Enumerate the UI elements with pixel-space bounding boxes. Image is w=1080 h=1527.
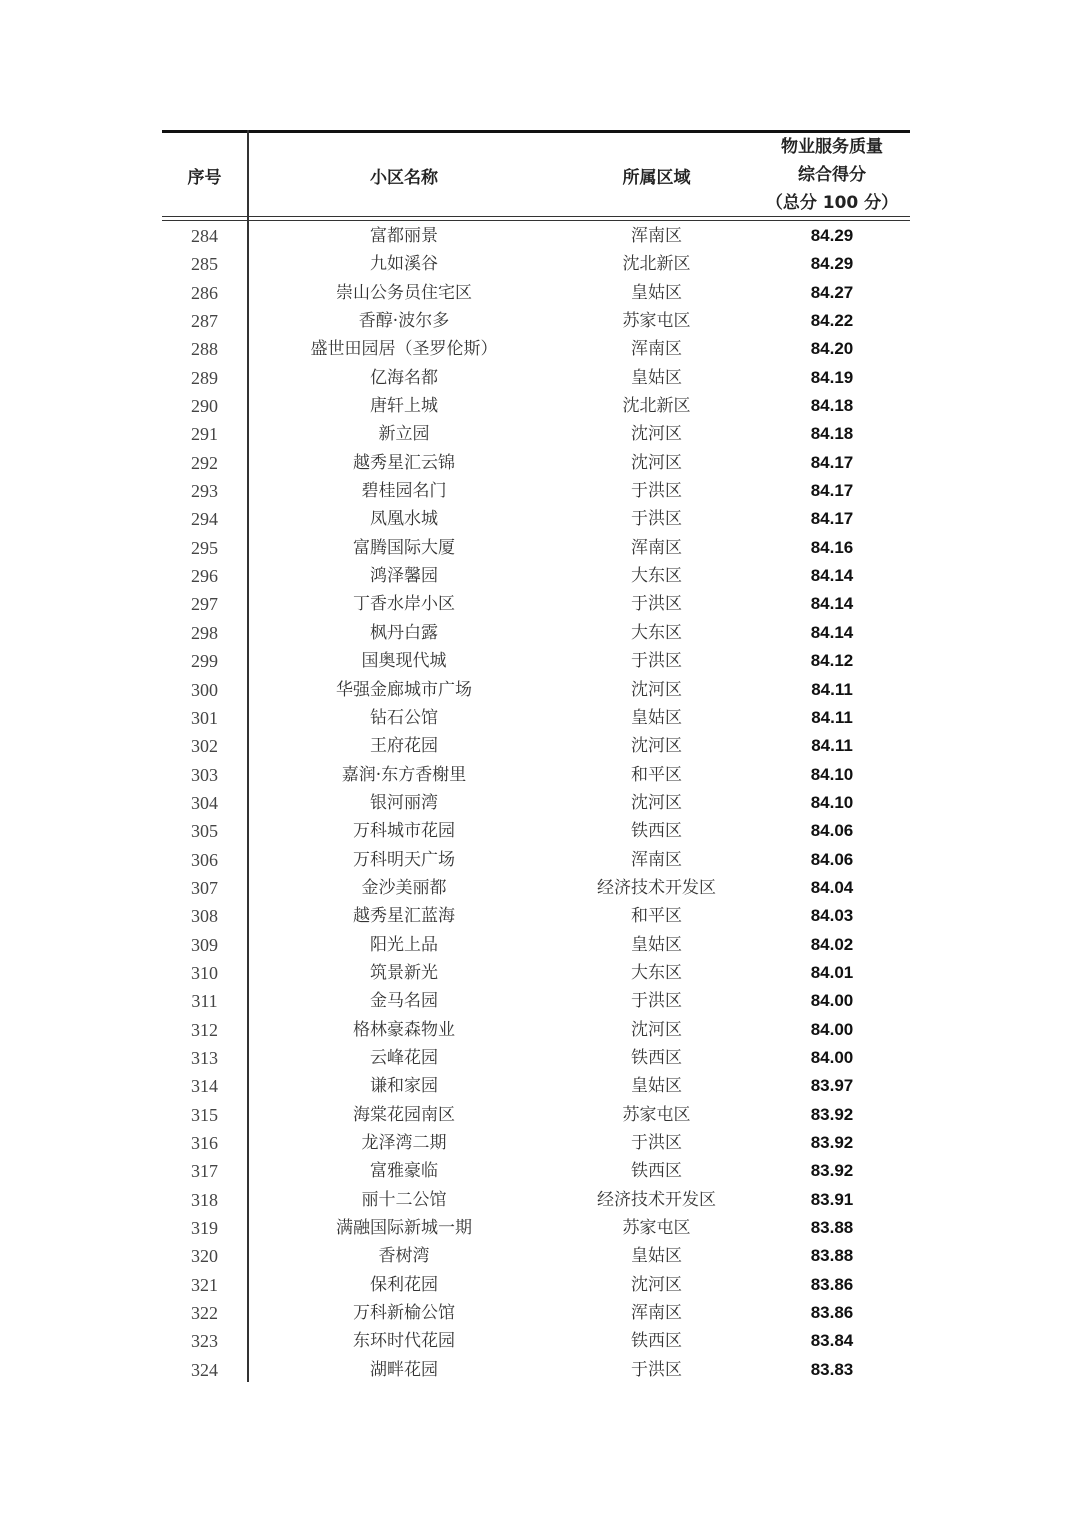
score-cell: 84.04 xyxy=(810,877,854,897)
table-row xyxy=(162,987,910,1015)
serial-number-cell: 310 xyxy=(191,962,218,983)
table-row xyxy=(162,846,910,874)
score-cell: 84.14 xyxy=(810,566,854,586)
table-row xyxy=(162,1214,910,1242)
community-name-cell: 华强金廊城市广场 xyxy=(336,679,472,700)
district-cell: 浑南区 xyxy=(631,226,682,246)
serial-number-cell: 324 xyxy=(191,1359,218,1380)
community-name-cell: 万科城市花园 xyxy=(353,821,455,842)
score-cell: 83.88 xyxy=(810,1246,854,1266)
table-row xyxy=(162,364,910,392)
table-row xyxy=(162,676,910,704)
serial-number-cell: 291 xyxy=(191,424,218,445)
community-name-cell: 国奥现代城 xyxy=(361,651,447,672)
community-name-cell: 万科明天广场 xyxy=(353,849,455,870)
table-row xyxy=(162,931,910,959)
table-row xyxy=(162,902,910,930)
score-cell: 84.00 xyxy=(810,1019,854,1039)
community-name-cell: 盛世田园居（圣罗伦斯） xyxy=(310,339,498,360)
community-name-cell: 富都丽景 xyxy=(370,226,438,246)
score-cell: 84.12 xyxy=(810,651,854,671)
serial-number-cell: 307 xyxy=(191,877,218,898)
district-cell: 大东区 xyxy=(631,622,682,643)
serial-number-cell: 284 xyxy=(191,226,218,246)
table-row xyxy=(162,1186,910,1214)
score-cell: 84.06 xyxy=(810,821,854,841)
score-cell: 84.10 xyxy=(810,792,854,812)
serial-number-cell: 321 xyxy=(191,1274,218,1295)
score-cell: 84.27 xyxy=(810,282,854,302)
community-name-cell: 鸿泽馨园 xyxy=(370,566,438,587)
community-name-cell: 金沙美丽都 xyxy=(361,877,447,898)
table-row xyxy=(162,335,910,363)
district-cell: 铁西区 xyxy=(631,1161,682,1182)
community-name-cell: 龙泽湾二期 xyxy=(361,1133,447,1153)
serial-number-cell: 294 xyxy=(191,509,218,530)
district-cell: 皇姑区 xyxy=(631,934,682,955)
table-header xyxy=(162,133,910,217)
district-cell: 沈北新区 xyxy=(622,254,691,275)
district-cell: 皇姑区 xyxy=(631,707,682,728)
table-row xyxy=(162,279,910,307)
table-row xyxy=(162,874,910,902)
community-name-cell: 崇山公务员住宅区 xyxy=(336,282,472,303)
score-cell: 84.18 xyxy=(810,424,854,444)
community-name-cell: 富雅豪临 xyxy=(370,1161,438,1182)
score-cell: 83.88 xyxy=(810,1218,854,1238)
community-name-cell: 枫丹白露 xyxy=(370,622,438,643)
serial-number-cell: 289 xyxy=(191,367,218,388)
header-score-line1: 物业服务质量 xyxy=(781,137,883,157)
table-body xyxy=(162,222,910,1384)
district-cell: 皇姑区 xyxy=(631,282,682,303)
score-cell: 83.84 xyxy=(810,1331,854,1351)
score-cell: 84.11 xyxy=(811,707,853,727)
score-cell: 84.17 xyxy=(810,481,854,501)
table-row xyxy=(162,1129,910,1157)
district-cell: 浑南区 xyxy=(631,849,682,870)
score-cell: 83.97 xyxy=(810,1076,854,1096)
serial-number-cell: 288 xyxy=(191,339,218,360)
district-cell: 苏家屯区 xyxy=(622,1218,691,1239)
table-row xyxy=(162,1327,910,1355)
community-name-cell: 海棠花园南区 xyxy=(353,1104,455,1125)
community-name-cell: 嘉润·东方香榭里 xyxy=(341,764,467,785)
district-cell: 沈河区 xyxy=(631,424,682,445)
serial-number-cell: 306 xyxy=(191,849,218,870)
community-name-cell: 丽十二公馆 xyxy=(361,1189,447,1210)
table-row xyxy=(162,761,910,789)
score-cell: 84.00 xyxy=(810,1047,854,1067)
table-row xyxy=(162,420,910,448)
community-name-cell: 香树湾 xyxy=(378,1246,430,1267)
district-cell: 和平区 xyxy=(631,764,682,785)
score-cell: 84.29 xyxy=(810,254,854,274)
serial-number-cell: 317 xyxy=(191,1161,218,1182)
serial-number-cell: 318 xyxy=(191,1189,218,1210)
serial-number-cell: 323 xyxy=(191,1331,218,1352)
community-name-cell: 阳光上品 xyxy=(370,934,438,955)
district-cell: 经济技术开发区 xyxy=(597,877,716,898)
table-row xyxy=(162,392,910,420)
district-cell: 沈河区 xyxy=(631,1019,682,1040)
table-row xyxy=(162,817,910,845)
serial-number-cell: 313 xyxy=(191,1047,218,1068)
header-community-name: 小区名称 xyxy=(370,167,438,188)
community-name-cell: 越秀星汇云锦 xyxy=(353,452,455,473)
serial-number-cell: 322 xyxy=(191,1303,218,1324)
district-cell: 于洪区 xyxy=(631,481,682,502)
table-row xyxy=(162,477,910,505)
community-name-cell: 唐轩上城 xyxy=(370,396,438,417)
score-cell: 84.02 xyxy=(810,934,854,954)
serial-number-cell: 315 xyxy=(191,1104,218,1125)
header-serial-number: 序号 xyxy=(187,167,222,188)
serial-number-cell: 314 xyxy=(191,1076,218,1097)
score-cell: 84.19 xyxy=(810,367,854,387)
district-cell: 沈河区 xyxy=(631,792,682,813)
table-row xyxy=(162,1271,910,1299)
district-cell: 皇姑区 xyxy=(631,367,682,388)
score-cell: 84.06 xyxy=(810,849,854,869)
table-row xyxy=(162,1101,910,1129)
district-cell: 沈河区 xyxy=(631,452,682,473)
serial-number-cell: 293 xyxy=(191,481,218,502)
community-name-cell: 碧桂园名门 xyxy=(361,481,447,502)
serial-number-cell: 312 xyxy=(191,1019,218,1040)
score-cell: 84.17 xyxy=(810,452,854,472)
table-row xyxy=(162,732,910,760)
score-cell: 84.11 xyxy=(811,679,853,699)
serial-number-cell: 296 xyxy=(191,566,218,587)
community-name-cell: 越秀星汇蓝海 xyxy=(353,906,455,927)
district-cell: 大东区 xyxy=(631,962,682,983)
score-cell: 84.29 xyxy=(810,226,854,245)
district-cell: 苏家屯区 xyxy=(622,311,691,332)
score-cell: 84.14 xyxy=(810,622,854,642)
serial-number-cell: 287 xyxy=(191,311,218,332)
district-cell: 沈河区 xyxy=(631,1274,682,1295)
district-cell: 铁西区 xyxy=(631,1331,682,1352)
district-cell: 于洪区 xyxy=(631,509,682,530)
district-cell: 于洪区 xyxy=(631,1133,682,1153)
district-cell: 沈河区 xyxy=(631,736,682,757)
score-cell: 84.10 xyxy=(810,764,854,784)
community-name-cell: 香醇·波尔多 xyxy=(358,311,450,332)
score-cell: 84.16 xyxy=(810,537,854,557)
score-cell: 83.86 xyxy=(810,1303,854,1323)
header-score-line2: 综合得分 xyxy=(798,165,866,185)
community-name-cell: 银河丽湾 xyxy=(370,792,438,813)
header-double-rule xyxy=(162,216,910,221)
table-row xyxy=(162,619,910,647)
table-row xyxy=(162,1157,910,1185)
serial-number-cell: 308 xyxy=(191,906,218,927)
community-name-cell: 东环时代花园 xyxy=(353,1331,455,1352)
score-cell: 84.01 xyxy=(810,962,854,982)
district-cell: 大东区 xyxy=(631,566,682,587)
table-row xyxy=(162,704,910,732)
serial-number-cell: 297 xyxy=(191,594,218,615)
header-score xyxy=(754,133,910,217)
district-cell: 浑南区 xyxy=(631,339,682,360)
score-cell: 83.92 xyxy=(810,1161,854,1181)
district-cell: 铁西区 xyxy=(631,821,682,842)
score-cell: 83.83 xyxy=(810,1359,854,1379)
district-cell: 于洪区 xyxy=(631,991,682,1012)
district-cell: 于洪区 xyxy=(631,651,682,672)
district-cell: 皇姑区 xyxy=(631,1246,682,1267)
table-row xyxy=(162,789,910,817)
community-name-cell: 凤凰水城 xyxy=(370,509,438,530)
serial-number-cell: 302 xyxy=(191,736,218,757)
score-cell: 83.91 xyxy=(810,1189,854,1209)
community-name-cell: 万科新榆公馆 xyxy=(353,1303,455,1324)
serial-number-cell: 319 xyxy=(191,1218,218,1239)
table-row xyxy=(162,959,910,987)
district-cell: 皇姑区 xyxy=(631,1076,682,1097)
table-row xyxy=(162,250,910,278)
serial-number-cell: 295 xyxy=(191,537,218,558)
community-name-cell: 满融国际新城一期 xyxy=(336,1218,472,1239)
score-cell: 84.00 xyxy=(810,991,854,1011)
table-row xyxy=(162,647,910,675)
table-row xyxy=(162,505,910,533)
community-name-cell: 亿海名都 xyxy=(370,367,438,388)
serial-number-cell: 320 xyxy=(191,1246,218,1267)
community-name-cell: 金马名园 xyxy=(370,991,438,1012)
score-cell: 84.03 xyxy=(810,906,854,926)
district-cell: 铁西区 xyxy=(631,1047,682,1068)
table-row xyxy=(162,1072,910,1100)
table-row xyxy=(162,222,910,250)
serial-number-cell: 316 xyxy=(191,1133,218,1153)
serial-number-cell: 300 xyxy=(191,679,218,700)
serial-number-cell: 286 xyxy=(191,282,218,303)
header-district: 所属区域 xyxy=(622,167,691,188)
district-cell: 和平区 xyxy=(631,906,682,927)
score-cell: 84.14 xyxy=(810,594,854,614)
table-row xyxy=(162,534,910,562)
score-cell: 84.18 xyxy=(810,396,854,416)
district-cell: 浑南区 xyxy=(631,537,682,558)
community-name-cell: 云峰花园 xyxy=(370,1047,438,1068)
community-name-cell: 筑景新光 xyxy=(370,962,438,983)
serial-number-cell: 285 xyxy=(191,254,218,275)
table-row xyxy=(162,1242,910,1270)
score-cell: 84.17 xyxy=(810,509,854,529)
score-cell: 83.86 xyxy=(810,1274,854,1294)
serial-number-cell: 298 xyxy=(191,622,218,643)
serial-number-cell: 303 xyxy=(191,764,218,785)
serial-number-cell: 311 xyxy=(191,991,218,1012)
district-cell: 沈河区 xyxy=(631,679,682,700)
district-cell: 于洪区 xyxy=(631,1359,682,1380)
table-row xyxy=(162,1016,910,1044)
serial-number-cell: 299 xyxy=(191,651,218,672)
score-cell: 84.11 xyxy=(811,736,853,756)
community-name-cell: 湖畔花园 xyxy=(370,1359,438,1380)
table-row xyxy=(162,307,910,335)
district-cell: 浑南区 xyxy=(631,1303,682,1324)
serial-number-cell: 290 xyxy=(191,396,218,417)
table-row xyxy=(162,1299,910,1327)
score-cell: 83.92 xyxy=(810,1133,854,1152)
header-score-line3: （总分 100 分） xyxy=(765,193,899,213)
community-name-cell: 新立园 xyxy=(378,424,430,445)
community-name-cell: 富腾国际大厦 xyxy=(353,537,455,558)
table-row xyxy=(162,1044,910,1072)
serial-number-cell: 305 xyxy=(191,821,218,842)
community-name-cell: 钻石公馆 xyxy=(370,707,438,728)
score-cell: 84.20 xyxy=(810,339,854,359)
community-name-cell: 保利花园 xyxy=(370,1274,438,1295)
table-row xyxy=(162,562,910,590)
serial-number-cell: 309 xyxy=(191,934,218,955)
district-cell: 沈北新区 xyxy=(622,396,691,417)
table-row xyxy=(162,590,910,618)
community-name-cell: 九如溪谷 xyxy=(370,254,438,275)
community-name-cell: 丁香水岸小区 xyxy=(353,594,455,615)
serial-number-cell: 292 xyxy=(191,452,218,473)
serial-number-cell: 304 xyxy=(191,792,218,813)
score-cell: 84.22 xyxy=(810,311,854,331)
community-name-cell: 王府花园 xyxy=(370,736,438,757)
serial-number-cell: 301 xyxy=(191,707,218,728)
community-name-cell: 格林豪森物业 xyxy=(353,1019,455,1040)
table-row xyxy=(162,1356,910,1384)
district-cell: 苏家屯区 xyxy=(622,1104,691,1125)
district-cell: 于洪区 xyxy=(631,594,682,615)
table-row xyxy=(162,449,910,477)
district-cell: 经济技术开发区 xyxy=(597,1189,716,1210)
score-cell: 83.92 xyxy=(810,1104,854,1124)
community-name-cell: 谦和家园 xyxy=(370,1076,438,1097)
